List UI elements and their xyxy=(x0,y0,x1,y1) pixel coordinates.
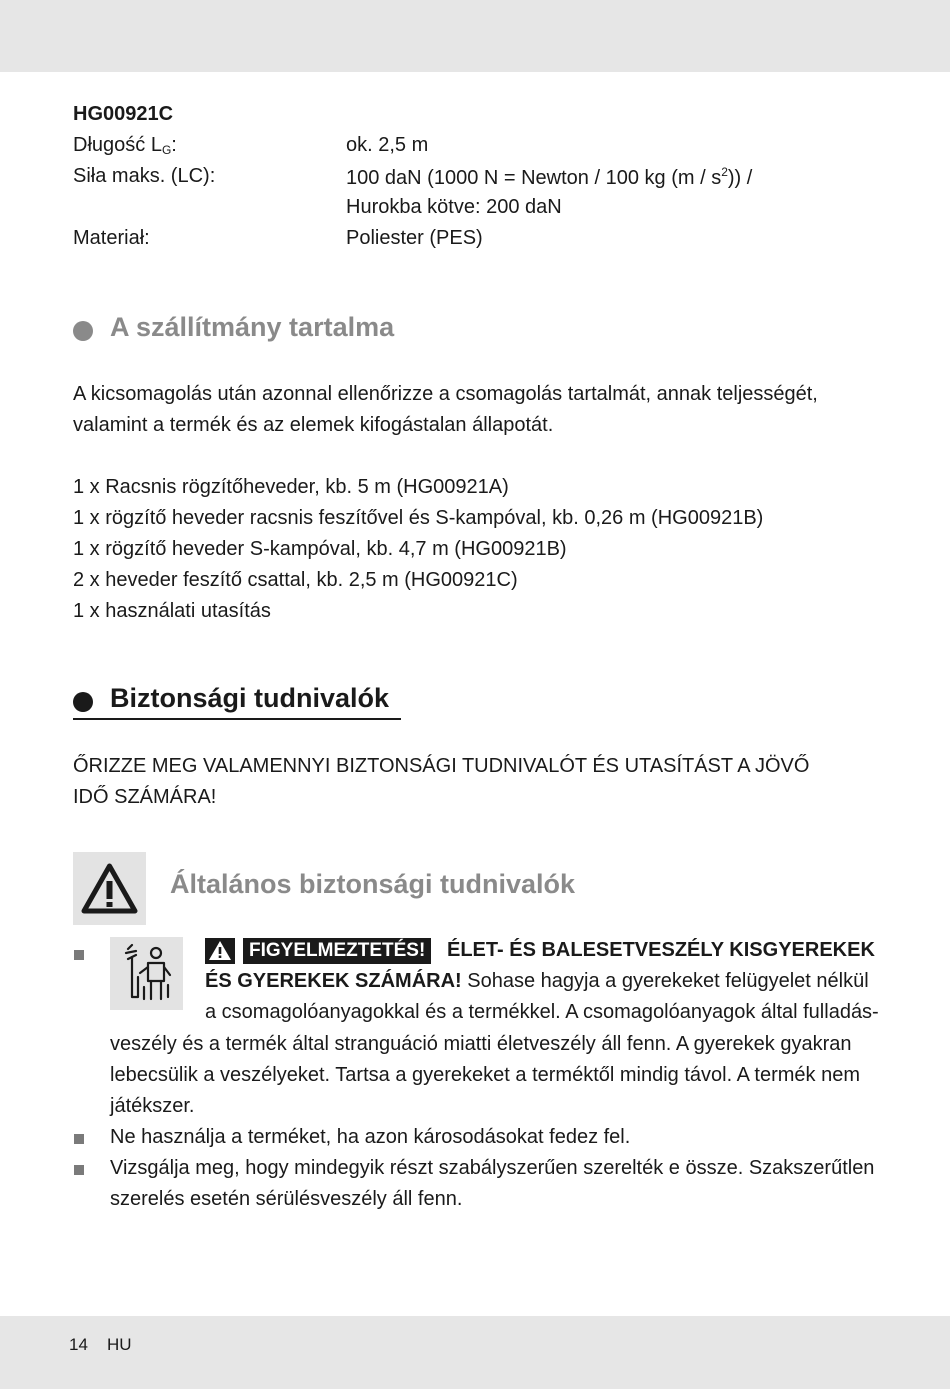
spec-label-material: Materiał: xyxy=(73,227,150,249)
model-number: HG00921C xyxy=(73,103,174,125)
safety-bullet-2: Ne használja a terméket, ha azon károsodásokat fedez fel. xyxy=(110,1126,631,1148)
warning-line-6: játékszer. xyxy=(110,1095,195,1117)
safety-keep-line-1: ŐRIZZE MEG VALAMENNYI BIZTONSÁGI TUDNIVALÓT ÉS UTASÍTÁST A JÖVŐ xyxy=(73,755,810,777)
section-heading-general: Általános biztonsági tudnivalók xyxy=(170,869,576,899)
section-bullet-dot xyxy=(73,321,93,341)
contents-item: 2 x heveder feszítő csattal, kb. 2,5 m (HG00921C) xyxy=(73,569,518,591)
spec-row-length: Długość $L_G$: ok. 2,5 m xyxy=(73,134,429,157)
warning-line-5: lebecsülik a veszélyeket. Tartsa a gyerekeket a terméktől mindig távol. A termék nem xyxy=(110,1064,860,1086)
spec-label-length: Długość L xyxy=(73,134,162,156)
contents-intro-line-1: A kicsomagolás után azonnal ellenőrizze a csomagolás tartalmát, annak teljességét, xyxy=(73,383,818,405)
section-heading-contents: A szállítmány tartalma xyxy=(110,312,395,342)
list-bullet-square xyxy=(74,1134,84,1144)
contents-item: 1 x rögzítő heveder racsnis feszítővel és S-kampóval, kb. 0,26 m (HG00921B) xyxy=(73,507,764,529)
warning-line-4: veszély és a termék által stranguáció miatti életveszély áll fenn. A gyerekek gyakran xyxy=(110,1033,852,1055)
warning-line-2: ÉS GYEREKEK SZÁMÁRA! Sohase hagyja a gyerekeket felügyelet nélkül xyxy=(205,970,869,992)
child-danger-icon xyxy=(110,937,183,1010)
contents-item: 1 x használati utasítás xyxy=(73,600,271,622)
warning-line-3: a csomagolóanyagokkal és a termékkel. A csomagolóanyagok által fulladás- xyxy=(205,1001,879,1023)
contents-item: 1 x rögzítő heveder S-kampóval, kb. 4,7 m (HG00921B) xyxy=(73,538,567,560)
spec-value-force: 100 daN (1000 N = Newton / 100 kg (m / s xyxy=(346,167,722,189)
safety-bullet-3-line-1: Vizsgálja meg, hogy mindegyik részt szabályszerűen szerelték e össze. Szakszerűtlen xyxy=(110,1157,875,1179)
spec-label-force: Siła maks. (LC): xyxy=(73,165,216,187)
contents-item: 1 x Racsnis rögzítőheveder, kb. 5 m (HG00921A) xyxy=(73,476,509,498)
spec-label-subscript: G xyxy=(161,143,172,157)
section-heading-safety: Biztonsági tudnivalók xyxy=(110,683,390,713)
safety-bullet-3-line-2: szerelés esetén sérülésveszély áll fenn. xyxy=(110,1188,463,1210)
heading-underline xyxy=(73,718,401,720)
spec-value-length: ok. 2,5 m xyxy=(346,134,429,156)
footer-band xyxy=(0,1316,950,1389)
warning-badge-label: FIGYELMEZTETÉS! xyxy=(243,938,431,964)
spec-row-material xyxy=(73,227,873,258)
language-code: HU xyxy=(107,1335,132,1354)
section-bullet-dot xyxy=(73,692,93,712)
header-band xyxy=(0,0,950,72)
spec-row-force: Siła maks. (LC): 100 daN (1000 N = Newton / 100 kg $(m / s^2)$) / Hurokba kötve: 200 daN xyxy=(73,165,753,218)
spec-value-material: Poliester (PES) xyxy=(346,227,483,249)
safety-keep-line-2: IDŐ SZÁMÁRA! xyxy=(73,786,217,808)
warning-triangle-icon xyxy=(73,852,146,925)
page-number: 14 xyxy=(69,1335,88,1354)
warning-headline-1: ÉLET- ÉS BALESETVESZÉLY KISGYEREKEK xyxy=(447,939,875,961)
list-bullet-square xyxy=(74,950,84,960)
spec-value-force-loop: Hurokba kötve: 200 daN xyxy=(346,196,562,218)
warning-badge xyxy=(205,937,431,964)
contents-intro-line-2: valamint a termék és az elemek kifogástalan állapotát. xyxy=(73,414,554,436)
warning-headline-2: ÉS GYEREKEK SZÁMÁRA! xyxy=(205,970,462,992)
list-bullet-square xyxy=(74,1165,84,1175)
warning-badge-icon xyxy=(205,938,235,964)
